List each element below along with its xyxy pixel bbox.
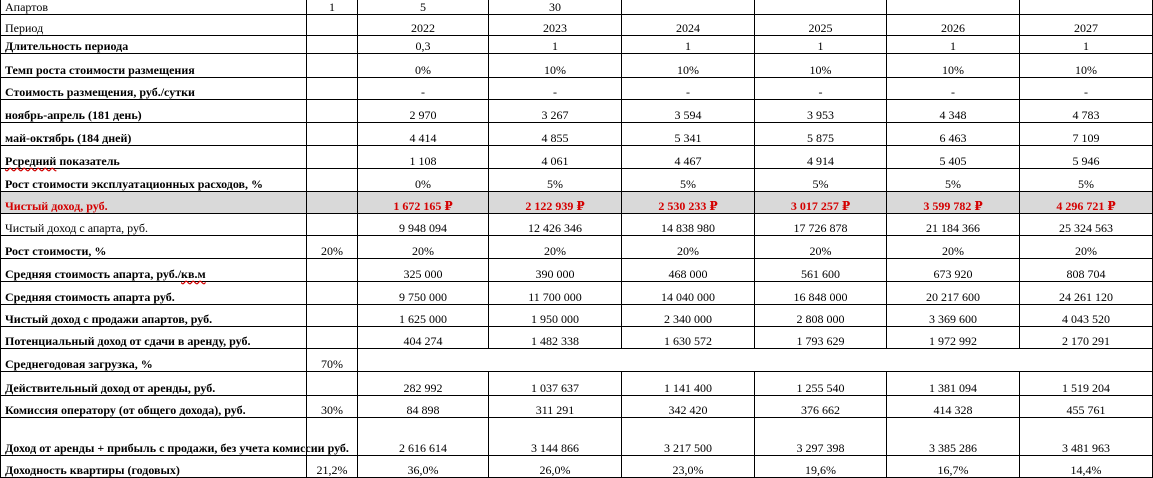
row-label[interactable]: Доход от аренды + прибыль с продажи, без учета комиссии руб.: [1, 418, 307, 456]
value-cell-2027[interactable]: 3 481 963: [1020, 418, 1153, 456]
spellcheck-squiggle: Рсредний: [5, 154, 57, 168]
value-cell-2023[interactable]: 390 000: [489, 259, 622, 282]
value-cell-2024[interactable]: 10%: [622, 54, 755, 78]
row-label[interactable]: Потенциальный доход от сдачи в аренду, руб.: [1, 327, 307, 349]
value-cell-2022[interactable]: 404 274: [358, 327, 489, 349]
value-cell-2024[interactable]: 342 420: [622, 396, 755, 418]
value-cell-2026[interactable]: 1 972 992: [887, 327, 1020, 349]
value-cell-2027[interactable]: 10%: [1020, 54, 1153, 78]
value-cell-2022[interactable]: 325 000: [358, 259, 489, 282]
value-cell-2025[interactable]: [755, 0, 887, 15]
row-label[interactable]: Чистый доход с продажи апартов, руб.: [1, 305, 307, 327]
value-cell-2024[interactable]: 2 530 233 ₽: [622, 192, 755, 214]
value-cell-2024[interactable]: 4 467: [622, 146, 755, 169]
table-row: [1, 282, 1153, 305]
value-cell-2025[interactable]: 1 255 540: [755, 372, 887, 396]
table-row: [1, 349, 1153, 372]
value-cell-2026[interactable]: 20%: [887, 236, 1020, 259]
value-cell-2026[interactable]: 5%: [887, 169, 1020, 192]
value-cell-2027[interactable]: 5%: [1020, 169, 1153, 192]
value-cell-2023[interactable]: 20%: [489, 236, 622, 259]
table-row: [1, 456, 1153, 478]
value-cell-2022[interactable]: 1 672 165 ₽: [358, 192, 489, 214]
table-row: [1, 169, 1153, 192]
value-cell-2027[interactable]: 1: [1020, 36, 1153, 54]
value-cell-2027[interactable]: 455 761: [1020, 396, 1153, 418]
row-label[interactable]: май-октябрь (184 дней): [1, 123, 307, 146]
table-row: [1, 214, 1153, 236]
row-label[interactable]: Средняя стоимость апарта, руб./кв.м: [1, 259, 307, 282]
value-cell-2024[interactable]: 20%: [622, 236, 755, 259]
value-cell-2024[interactable]: 23,0%: [622, 456, 755, 478]
value-cell-2025[interactable]: 3 297 398: [755, 418, 887, 456]
value-cell-2023[interactable]: 1 037 637: [489, 372, 622, 396]
value-cell-2025[interactable]: 2025: [755, 15, 887, 36]
value-cell-2026[interactable]: 16,7%: [887, 456, 1020, 478]
value-cell-2022[interactable]: 84 898: [358, 396, 489, 418]
row-label[interactable]: Темп роста стоимости размещения: [1, 54, 307, 78]
value-cell-2027[interactable]: 1 519 204: [1020, 372, 1153, 396]
value-cell-2025[interactable]: 3 017 257 ₽: [755, 192, 887, 214]
row-label[interactable]: Стоимость размещения, руб./сутки: [1, 78, 307, 100]
value-cell-2022[interactable]: 5: [358, 0, 489, 15]
value-cell-2025[interactable]: 4 914: [755, 146, 887, 169]
value-cell-2022[interactable]: 36,0%: [358, 456, 489, 478]
value-cell-2026[interactable]: 21 184 366: [887, 214, 1020, 236]
value-cell-2022[interactable]: 2 616 614: [358, 418, 489, 456]
value-cell-2023[interactable]: 26,0%: [489, 456, 622, 478]
value-cell-2027[interactable]: 4 296 721 ₽: [1020, 192, 1153, 214]
value-cell-2024[interactable]: -: [622, 78, 755, 100]
table-row: [1, 54, 1153, 78]
value-cell-2026[interactable]: 1: [887, 36, 1020, 54]
value-cell-2026[interactable]: 3 599 782 ₽: [887, 192, 1020, 214]
value-cell-2026[interactable]: 4 348: [887, 100, 1020, 123]
value-cell-2025[interactable]: -: [755, 78, 887, 100]
row-label[interactable]: Рсредний показатель: [1, 146, 307, 169]
row-label[interactable]: Средняя стоимость апарта руб.: [1, 282, 307, 305]
value-cell-2023[interactable]: 10%: [489, 54, 622, 78]
value-cell-2024[interactable]: 3 217 500: [622, 418, 755, 456]
parameter-cell[interactable]: [307, 15, 358, 36]
value-cell-2023[interactable]: 1: [489, 36, 622, 54]
value-cell-2025[interactable]: 561 600: [755, 259, 887, 282]
value-cell-2027[interactable]: 4 043 520: [1020, 305, 1153, 327]
value-cell-2027[interactable]: 14,4%: [1020, 456, 1153, 478]
table-row: [1, 396, 1153, 418]
value-cell-2025[interactable]: 376 662: [755, 396, 887, 418]
row-label[interactable]: Чистый доход с апарта, руб.: [1, 214, 307, 236]
value-cell-2022[interactable]: 9 948 094: [358, 214, 489, 236]
value-cell-2026[interactable]: [887, 0, 1020, 15]
value-cell-2027[interactable]: 24 261 120: [1020, 282, 1153, 305]
value-cell-2025[interactable]: 20%: [755, 236, 887, 259]
value-cell-2026[interactable]: 3 369 600: [887, 305, 1020, 327]
value-cell-2024[interactable]: 5%: [622, 169, 755, 192]
value-cell-2023[interactable]: 30: [489, 0, 622, 15]
value-cell-2027[interactable]: 25 324 563: [1020, 214, 1153, 236]
value-cell-2023[interactable]: 2023: [489, 15, 622, 36]
value-cell-2022[interactable]: 2022: [358, 15, 489, 36]
table-row: [1, 418, 1153, 456]
value-cell-2023[interactable]: 11 700 000: [489, 282, 622, 305]
table-row: [1, 15, 1153, 36]
value-cell-2025[interactable]: 17 726 878: [755, 214, 887, 236]
value-cell-2026[interactable]: 5 405: [887, 146, 1020, 169]
value-cell-2022[interactable]: 9 750 000: [358, 282, 489, 305]
table-row: [1, 78, 1153, 100]
value-cell-2027[interactable]: 2 170 291: [1020, 327, 1153, 349]
value-cell-2022[interactable]: 1 108: [358, 146, 489, 169]
row-label[interactable]: Период: [1, 15, 307, 36]
value-cell-2026[interactable]: 1 381 094: [887, 372, 1020, 396]
parameter-cell[interactable]: 30%: [307, 396, 358, 418]
value-cell-2023[interactable]: 4 061: [489, 146, 622, 169]
parameter-cell[interactable]: [307, 123, 358, 146]
parameter-cell[interactable]: 70%: [307, 349, 358, 372]
value-cell-2025[interactable]: 2 808 000: [755, 305, 887, 327]
value-cell-2022[interactable]: 4 414: [358, 123, 489, 146]
parameter-cell[interactable]: [307, 36, 358, 54]
spellcheck-squiggle: кв.м: [181, 267, 206, 281]
value-cell-2026[interactable]: 414 328: [887, 396, 1020, 418]
value-cell-2022[interactable]: 0%: [358, 169, 489, 192]
table-row: [1, 123, 1153, 146]
parameter-cell[interactable]: 21,2%: [307, 456, 358, 478]
table-row: [1, 236, 1153, 259]
value-cell-2022[interactable]: 2 970: [358, 100, 489, 123]
parameter-cell[interactable]: [307, 305, 358, 327]
value-cell-2027[interactable]: 20%: [1020, 236, 1153, 259]
row-label[interactable]: ноябрь-апрель (181 день): [1, 100, 307, 123]
parameter-cell[interactable]: 1: [307, 0, 358, 15]
parameter-cell[interactable]: [307, 372, 358, 396]
row-label[interactable]: Среднегодовая загрузка, %: [1, 349, 307, 372]
table-row: [1, 0, 1153, 15]
parameter-cell[interactable]: [307, 192, 358, 214]
merged-empty-cell[interactable]: [358, 349, 1153, 372]
value-cell-2023[interactable]: 4 855: [489, 123, 622, 146]
parameter-cell[interactable]: 20%: [307, 236, 358, 259]
value-cell-2025[interactable]: 5 875: [755, 123, 887, 146]
value-cell-2024[interactable]: 468 000: [622, 259, 755, 282]
value-cell-2024[interactable]: 1: [622, 36, 755, 54]
value-cell-2022[interactable]: 0%: [358, 54, 489, 78]
value-cell-2027[interactable]: 2027: [1020, 15, 1153, 36]
value-cell-2027[interactable]: 7 109: [1020, 123, 1153, 146]
value-cell-2027[interactable]: [1020, 0, 1153, 15]
value-cell-2024[interactable]: 14 040 000: [622, 282, 755, 305]
table-row: [1, 36, 1153, 54]
row-label[interactable]: Чистый доход, руб.: [1, 192, 307, 214]
value-cell-2025[interactable]: 10%: [755, 54, 887, 78]
value-cell-2023[interactable]: 3 267: [489, 100, 622, 123]
value-cell-2023[interactable]: 2 122 939 ₽: [489, 192, 622, 214]
value-cell-2024[interactable]: 2024: [622, 15, 755, 36]
value-cell-2024[interactable]: 3 594: [622, 100, 755, 123]
row-label[interactable]: Длительность периода: [1, 36, 307, 54]
value-cell-2024[interactable]: 2 340 000: [622, 305, 755, 327]
value-cell-2025[interactable]: 16 848 000: [755, 282, 887, 305]
row-label[interactable]: Рост стоимости эксплуатационных расходов, %: [1, 169, 307, 192]
table-row: [1, 305, 1153, 327]
row-label[interactable]: Доходность квартиры (годовых): [1, 456, 307, 478]
value-cell-2026[interactable]: 673 920: [887, 259, 1020, 282]
value-cell-2025[interactable]: 1 793 629: [755, 327, 887, 349]
value-cell-2022[interactable]: 0,3: [358, 36, 489, 54]
value-cell-2026[interactable]: 3 385 286: [887, 418, 1020, 456]
value-cell-2023[interactable]: 1 482 338: [489, 327, 622, 349]
parameter-cell[interactable]: [307, 169, 358, 192]
value-cell-2024[interactable]: [622, 0, 755, 15]
parameter-cell[interactable]: [307, 214, 358, 236]
value-cell-2026[interactable]: 10%: [887, 54, 1020, 78]
value-cell-2025[interactable]: 5%: [755, 169, 887, 192]
value-cell-2025[interactable]: 19,6%: [755, 456, 887, 478]
row-label[interactable]: Рост стоимости, %: [1, 236, 307, 259]
value-cell-2026[interactable]: 20 217 600: [887, 282, 1020, 305]
value-cell-2022[interactable]: 1 625 000: [358, 305, 489, 327]
row-label[interactable]: Комиссия оператору (от общего дохода), руб.: [1, 396, 307, 418]
parameter-cell[interactable]: [307, 100, 358, 123]
parameter-cell[interactable]: [307, 78, 358, 100]
value-cell-2023[interactable]: -: [489, 78, 622, 100]
parameter-cell[interactable]: [307, 282, 358, 305]
value-cell-2025[interactable]: 3 953: [755, 100, 887, 123]
value-cell-2022[interactable]: 282 992: [358, 372, 489, 396]
value-cell-2026[interactable]: -: [887, 78, 1020, 100]
value-cell-2024[interactable]: 5 341: [622, 123, 755, 146]
value-cell-2027[interactable]: 5 946: [1020, 146, 1153, 169]
row-label[interactable]: Апартов: [1, 0, 307, 15]
value-cell-2027[interactable]: -: [1020, 78, 1153, 100]
value-cell-2023[interactable]: 12 426 346: [489, 214, 622, 236]
parameter-cell[interactable]: [307, 327, 358, 349]
table-row: [1, 259, 1153, 282]
table-row: [1, 327, 1153, 349]
parameter-cell[interactable]: [307, 259, 358, 282]
table-row: [1, 100, 1153, 123]
value-cell-2024[interactable]: 1 141 400: [622, 372, 755, 396]
value-cell-2023[interactable]: 1 950 000: [489, 305, 622, 327]
table-row: [1, 192, 1153, 214]
value-cell-2026[interactable]: 2026: [887, 15, 1020, 36]
value-cell-2024[interactable]: 14 838 980: [622, 214, 755, 236]
value-cell-2026[interactable]: 6 463: [887, 123, 1020, 146]
value-cell-2024[interactable]: 1 630 572: [622, 327, 755, 349]
value-cell-2023[interactable]: 3 144 866: [489, 418, 622, 456]
value-cell-2023[interactable]: 311 291: [489, 396, 622, 418]
parameter-cell[interactable]: [307, 54, 358, 78]
value-cell-2023[interactable]: 5%: [489, 169, 622, 192]
parameter-cell[interactable]: [307, 146, 358, 169]
value-cell-2025[interactable]: 1: [755, 36, 887, 54]
table-row: [1, 146, 1153, 169]
value-cell-2022[interactable]: 20%: [358, 236, 489, 259]
value-cell-2027[interactable]: 808 704: [1020, 259, 1153, 282]
row-label[interactable]: Действительный доход от аренды, руб.: [1, 372, 307, 396]
value-cell-2027[interactable]: 4 783: [1020, 100, 1153, 123]
value-cell-2022[interactable]: -: [358, 78, 489, 100]
table-row: [1, 372, 1153, 396]
